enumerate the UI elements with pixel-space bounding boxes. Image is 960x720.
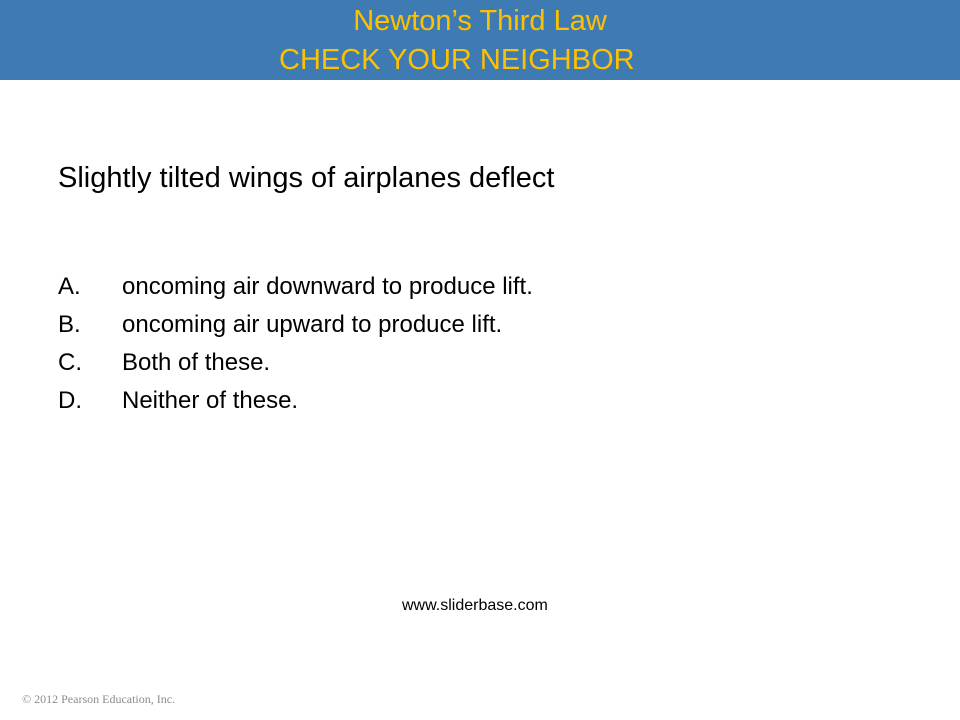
choice-b: [58, 306, 533, 344]
choice-a: [58, 268, 533, 306]
choice-letter: B.: [58, 311, 81, 338]
answer-choices: [58, 268, 533, 420]
choice-text: oncoming air upward to produce lift.: [122, 311, 503, 338]
choice-text: Neither of these.: [122, 387, 299, 414]
choice-text: oncoming air downward to produce lift.: [122, 273, 533, 300]
website-link[interactable]: www.sliderbase.com: [402, 597, 548, 614]
choice-text: Both of these.: [122, 349, 271, 376]
slide-header: [0, 0, 960, 80]
choice-c: [58, 344, 533, 382]
question-text: Slightly tilted wings of airplanes deflect: [58, 162, 555, 194]
choice-letter: C.: [58, 349, 82, 376]
choice-d: [58, 382, 533, 420]
choice-letter: A.: [58, 273, 81, 300]
choice-letter: D.: [58, 387, 82, 414]
slide-subtitle: CHECK YOUR NEIGHBOR: [279, 44, 635, 76]
copyright-notice: © 2012 Pearson Education, Inc.: [22, 692, 176, 706]
slide-title: Newton’s Third Law: [353, 5, 607, 37]
